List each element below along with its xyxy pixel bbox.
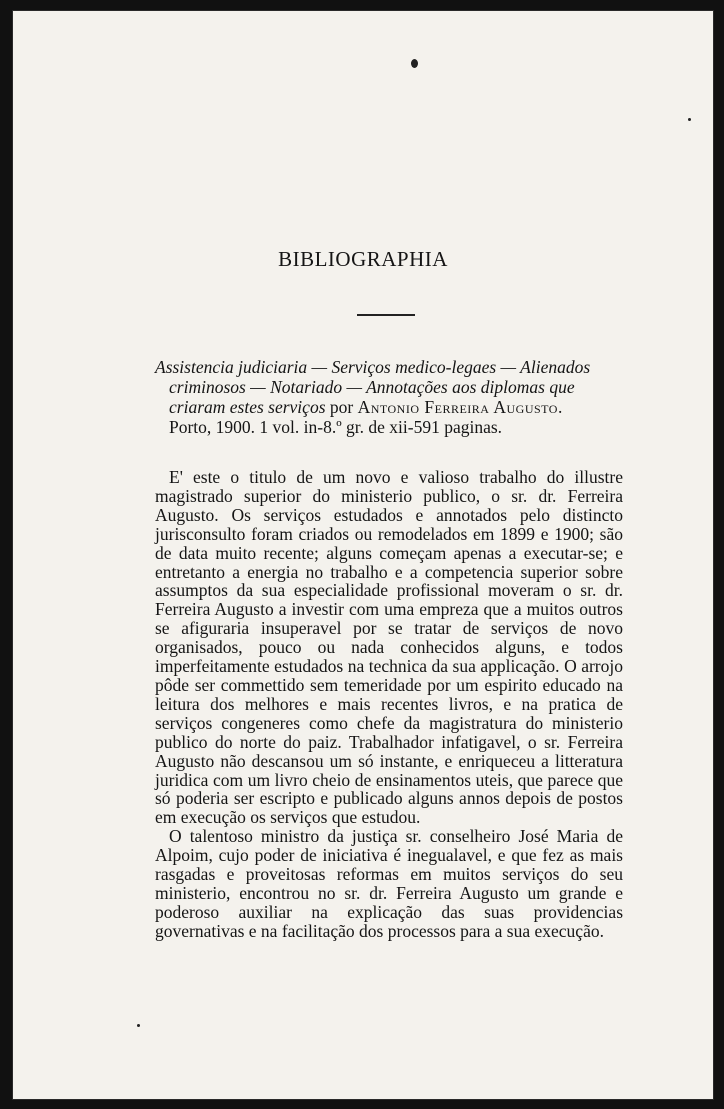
citation-line-2: criminosos — Notariado — Annotações aos diplomas que [169, 377, 575, 397]
citation-line-4: Porto, 1900. 1 vol. in-8.º gr. de xii-591 paginas. [169, 417, 503, 437]
ink-speck [411, 59, 418, 68]
bibliographic-citation [155, 357, 619, 437]
page-title: BIBLIOGRAPHIA [278, 247, 448, 271]
title-divider [357, 314, 415, 316]
citation-author: Antonio Ferreira Augusto. [357, 397, 563, 417]
paragraph: O talentoso ministro da justiça sr. conselheiro José Maria de Alpoim, cujo poder de iniciativa é inegualavel, e que fez as mais rasgadas e proveitosas reformas em muitos serviços do seu ministerio, encontrou no sr. dr. Ferreira Augusto um grande e poderoso auxiliar na explicação das suas providencias governativas e na facilitação dos processos para a sua execução. [155, 826, 623, 941]
ink-speck [688, 118, 691, 121]
citation-line-3: criaram estes serviços por Antonio Ferreira Augusto. [169, 397, 563, 417]
citation-line-1: Assistencia judiciaria — Serviços medico-legaes — Alienados [155, 357, 591, 377]
document-page [12, 10, 714, 1100]
ink-speck [137, 1024, 140, 1027]
article-body [155, 468, 623, 941]
paragraph: E' este o titulo de um novo e valioso trabalho do illustre magistrado superior do ministerio publico, o sr. dr. Ferreira Augusto. Os serviços estudados e annotados pelo distincto jurisconsulto foram criados ou remodelados em 1899 e 1900; são de data muito recente; alguns começam apenas a executar-se; e entretanto a energia no trabalho e a competencia superior sobre assumptos da sua especialidade profissional moveram o sr. dr. Ferreira Augusto a investir com uma empreza que a muitos outros se afiguraria insuperavel por se tratar de serviços de novo organisados, pouco ou nada conhecidos alguns, e todos imperfeitamente estudados na technica da sua applicação. O arrojo pôde ser commettido sem temeridade por um espirito educado na leitura dos melhores e mais recentes livros, e na pratica de serviços congeneres como chefe da magistratura do ministerio publico do norte do paiz. Trabalhador infatigavel, o sr. Ferreira Augusto não descansou um só instante, e enriqueceu a litteratura juridica com um livro cheio de ensinamentos uteis, que parece que só poderia ser escripto e publicado alguns annos depois de postos em execução os serviços que estudou. [155, 467, 623, 828]
